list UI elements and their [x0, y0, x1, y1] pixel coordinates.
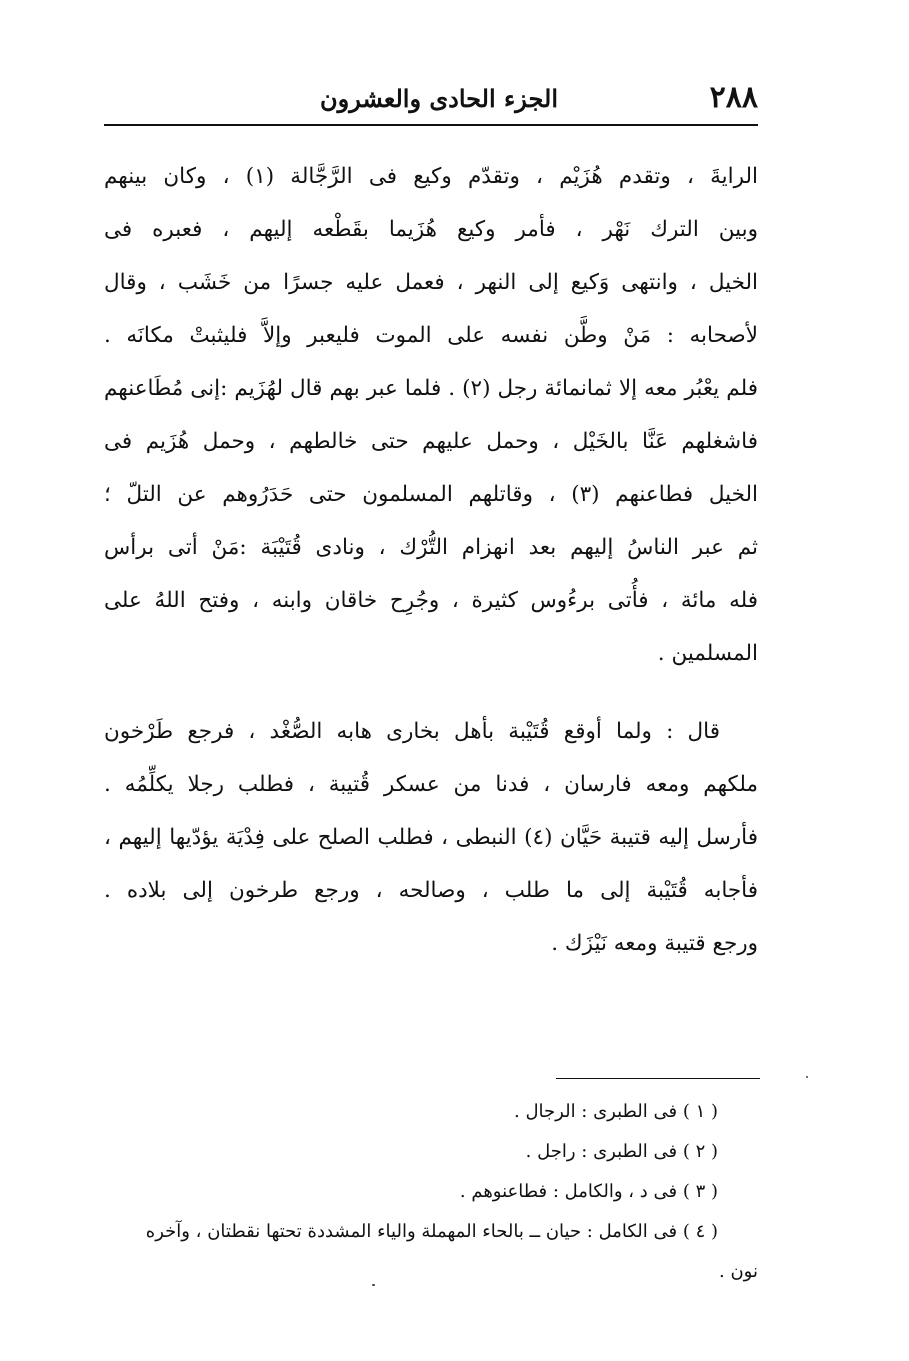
page-number: ٢٨٨: [709, 80, 758, 115]
footnote-2: ( ٢ ) فى الطبرى : راجل .: [525, 1141, 718, 1162]
scan-speck: [806, 1076, 808, 1078]
text-line: ورجع قتيبة ومعه نَيْزَك .: [551, 931, 758, 956]
text-line: لأصحابه : مَنْ وطَّن نفسه على الموت فليعبر وإلاَّ فليثبتْ مكانَه .: [104, 323, 758, 348]
text-line: ثم عبر الناسُ إليهم بعد انهزام التُّرْك ، ونادى قُتَيْبَة :مَنْ أتى برأس: [104, 535, 758, 560]
text-line: وبين الترك نَهْر ، فأمر وكيع هُزَيما بقَطْعه إليهم ، فعبره فى: [104, 217, 758, 242]
text-line: فأرسل إليه قتيبة حَيَّان (٤) النبطى ، فطلب الصلح على فِدْيَة يؤدّيها إليهم ،: [104, 825, 758, 850]
scan-speck: [372, 1284, 375, 1286]
footnote-4: ( ٤ ) فى الكامل : حيان ــ بالحاء المهملة والياء المشددة تحتها نقطتان ، وآخره: [145, 1221, 718, 1242]
text-line: فله مائة ، فأُتى برءُوس كثيرة ، وجُرِح خاقان وابنه ، وفتح اللهُ على: [104, 588, 758, 613]
text-line: فأجابه قُتَيْبة إلى ما طلب ، وصالحه ، ورجع طرخون إلى بلاده .: [104, 878, 758, 903]
footnote-rule: [556, 1078, 760, 1079]
footnote-4-continued: نون .: [719, 1261, 758, 1282]
header-rule: [104, 124, 758, 126]
running-title: الجزء الحادى والعشرون: [320, 84, 558, 113]
page-header: [104, 78, 758, 120]
footnotes: [104, 1092, 758, 1292]
text-line: فلم يعْبُر معه إلا ثمانمائة رجل (٢) . فلما عبر بهم قال لهُزَيم :إنى مُطَاعنهم: [104, 376, 758, 401]
text-line: الرايةَ ، وتقدم هُزَيْم ، وتقدّم وكيع فى الرَّجَّالة (١) ، وكان بينهم: [104, 164, 758, 189]
text-line: الخيل ، وانتهى وَكيع إلى النهر ، فعمل عليه جسرًا من خَشَب ، وقال: [104, 270, 758, 295]
main-text: [104, 150, 758, 970]
text-line: فاشغلهم عَنَّا بالخَيْل ، وحمل عليهم حتى خالطهم ، وحمل هُزَيم فى: [104, 429, 758, 454]
text-line: قال : ولما أوقع قُتَيْبة بأهل بخارى هابه الصُّغْد ، فرجع طَرْخون: [104, 719, 720, 744]
text-line: الخيل فطاعنهم (٣) ، وقاتلهم المسلمون حتى حَدَرُوهم عن التلّ ؛: [104, 482, 758, 507]
paragraph-gap: [104, 680, 758, 705]
footnote-3: ( ٣ ) فى د ، والكامل : فطاعنوهم .: [459, 1181, 718, 1202]
footnote-1: ( ١ ) فى الطبرى : الرجال .: [514, 1101, 718, 1122]
text-line: المسلمين .: [657, 641, 758, 666]
text-line: ملكهم ومعه فارسان ، فدنا من عسكر قُتيبة ، فطلب رجلا يكلِّمُه .: [104, 772, 758, 797]
